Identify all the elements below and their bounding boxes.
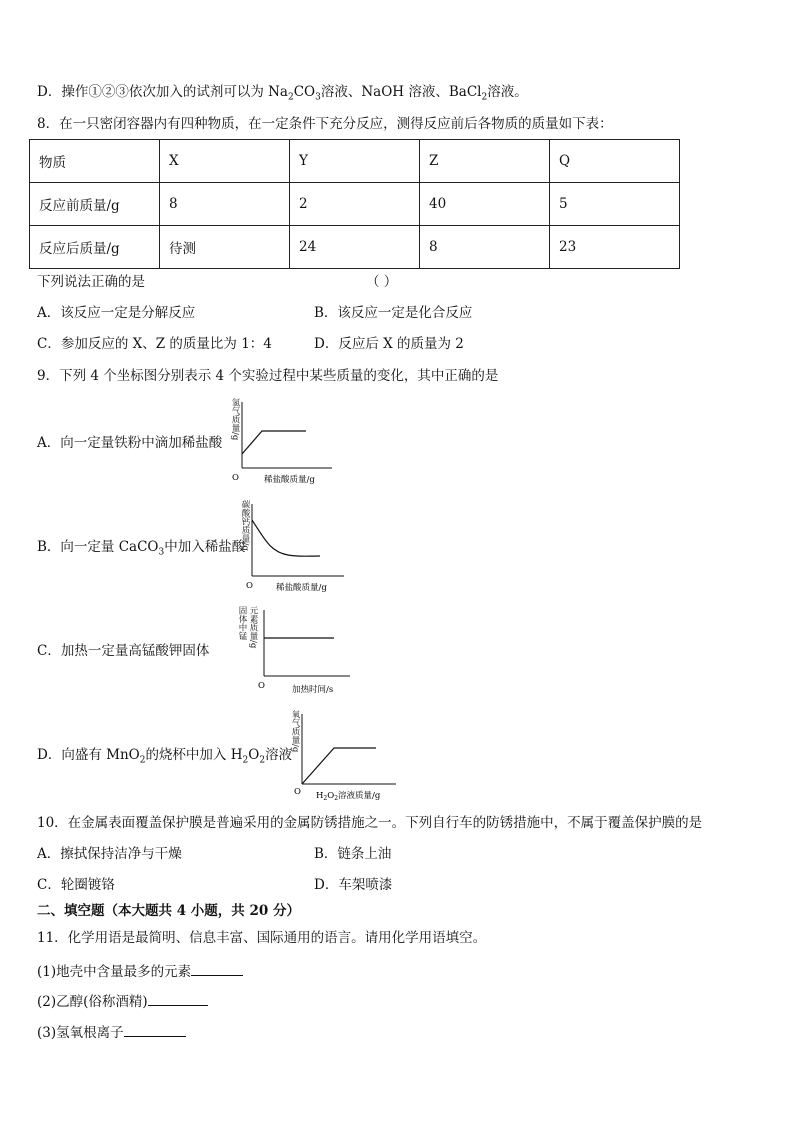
q8-option-d: D．反应后 X 的质量为 2 bbox=[314, 336, 464, 352]
origin-label: O bbox=[294, 787, 301, 797]
table-row bbox=[30, 226, 680, 269]
answer-blank[interactable] bbox=[191, 961, 243, 976]
subscript: 2 bbox=[259, 755, 266, 766]
q8-stem: 8．在一只密闭容器内有四种物质，在一定条件下充分反应，测得反应前后各物质的质量如下表： bbox=[37, 116, 613, 132]
data-curve bbox=[252, 520, 320, 556]
q9-option-d bbox=[37, 746, 292, 770]
subscript: 2 bbox=[481, 92, 488, 103]
x-axis-label-part: 溶液质量/g bbox=[338, 791, 381, 801]
subscript: 2 bbox=[287, 92, 294, 103]
q9-graph-b bbox=[238, 498, 368, 596]
subscript: 2 bbox=[139, 755, 146, 766]
q7-option-d-text: CO bbox=[293, 84, 316, 100]
table-cell: 24 bbox=[290, 226, 420, 269]
q11-item-text: (2)乙醇(俗称酒精) bbox=[37, 994, 148, 1010]
y-axis-label: 固体中锰 bbox=[237, 606, 247, 640]
q7-option-d-text: 溶液。 bbox=[487, 84, 528, 100]
x-axis-label-part: H bbox=[316, 791, 324, 801]
subscript: 2 bbox=[242, 755, 249, 766]
q9-option-b bbox=[37, 538, 245, 562]
q9-option-c: C．加热一定量高锰酸钾固体 bbox=[37, 643, 210, 659]
q11-item-text: (1)地壳中含量最多的元素 bbox=[37, 964, 192, 980]
table-cell: 23 bbox=[550, 226, 680, 269]
table-cell: 反应前质量/g bbox=[30, 183, 160, 226]
q9-graph-b-svg bbox=[238, 498, 368, 596]
q11-item-2 bbox=[37, 991, 208, 1011]
q9-graph-a bbox=[228, 396, 358, 488]
table-row bbox=[30, 183, 680, 226]
table-header-row bbox=[30, 140, 680, 183]
x-axis-label bbox=[316, 790, 381, 802]
q11-item-3 bbox=[37, 1022, 186, 1042]
q9-option-b-text: 中加入稀盐酸 bbox=[164, 539, 246, 555]
q9-option-d-text: 的烧杯中加入 H bbox=[145, 747, 243, 763]
table-cell: Q bbox=[550, 140, 680, 183]
data-curve bbox=[242, 431, 306, 454]
q8-option-a: A．该反应一定是分解反应 bbox=[37, 305, 196, 321]
q10-option-b: B．链条上油 bbox=[314, 846, 392, 862]
section-2-title: 二、填空题（本大题共 4 小题，共 20 分） bbox=[37, 903, 300, 919]
y-axis-label: 氧气质量/g bbox=[290, 710, 300, 753]
q11-item-text: (3)氢氧根离子 bbox=[37, 1025, 124, 1041]
table-cell: X bbox=[160, 140, 290, 183]
table-cell: 待测 bbox=[160, 226, 290, 269]
q9-stem: 9．下列 4 个坐标图分别表示 4 个实验过程中某些质量的变化，其中正确的是 bbox=[37, 368, 499, 384]
q11-stem: 11．化学用语是最简明、信息丰富、国际通用的语言。请用化学用语填空。 bbox=[37, 930, 487, 946]
subscript: 3 bbox=[158, 547, 165, 558]
q9-graph-c bbox=[234, 604, 364, 696]
x-axis-label-part: O bbox=[327, 791, 335, 801]
q10-stem: 10．在金属表面覆盖保护膜是普遍采用的金属防锈措施之一。下列自行车的防锈措施中，不属于覆盖保护膜的是 bbox=[37, 815, 703, 831]
y-axis-label: 元素质量/g bbox=[248, 606, 258, 649]
table-cell: 40 bbox=[420, 183, 550, 226]
x-axis-label: 加热时间/s bbox=[292, 685, 334, 695]
table-cell: 8 bbox=[420, 226, 550, 269]
q9-graph-d-svg bbox=[286, 708, 406, 802]
q9-graph-d bbox=[286, 708, 406, 802]
x-axis-label: 稀盐酸质量/g bbox=[264, 475, 315, 485]
q9-option-a: A．向一定量铁粉中滴加稀盐酸 bbox=[37, 435, 223, 451]
answer-blank[interactable] bbox=[124, 1022, 186, 1037]
q11-item-1 bbox=[37, 961, 243, 981]
q8-question: 下列说法正确的是 bbox=[37, 274, 145, 290]
q9-graph-a-svg bbox=[228, 396, 358, 488]
q10-option-c: C．轮圈镀铬 bbox=[37, 877, 115, 893]
table-cell: 8 bbox=[160, 183, 290, 226]
table-cell: 物质 bbox=[30, 140, 160, 183]
subscript: 2 bbox=[323, 795, 328, 802]
q7-option-d bbox=[37, 83, 528, 107]
q8-option-c: C．参加反应的 X、Z 的质量比为 1：4 bbox=[37, 336, 272, 352]
table-cell: Y bbox=[290, 140, 420, 183]
q7-option-d-text: D．操作①②③依次加入的试剂可以为 Na bbox=[37, 84, 288, 100]
q10-option-a: A．擦拭保持洁净与干燥 bbox=[37, 846, 182, 862]
q8-mass-table bbox=[29, 139, 680, 269]
table-cell: 2 bbox=[290, 183, 420, 226]
q10-option-d: D．车架喷漆 bbox=[314, 877, 393, 893]
answer-blank[interactable] bbox=[148, 991, 208, 1006]
subscript: 2 bbox=[334, 795, 339, 802]
q9-option-d-text: O bbox=[248, 747, 260, 763]
y-axis-label: 碳酸钙质量/g bbox=[240, 500, 250, 551]
q7-option-d-text: 溶液、NaOH 溶液、BaCl bbox=[320, 84, 482, 100]
q9-option-d-text: 溶液 bbox=[265, 747, 293, 763]
origin-label: O bbox=[232, 473, 239, 483]
origin-label: O bbox=[246, 581, 253, 591]
q9-option-d-text: D．向盛有 MnO bbox=[37, 747, 140, 763]
x-axis-label: 稀盐酸质量/g bbox=[276, 583, 327, 593]
q8-answer-bracket: （ ） bbox=[366, 274, 398, 290]
y-axis-label: 氢气质量/g bbox=[230, 398, 240, 441]
table-cell: 5 bbox=[550, 183, 680, 226]
subscript: 3 bbox=[315, 92, 321, 103]
q9-option-b-text: B．向一定量 CaCO bbox=[37, 539, 159, 555]
q8-option-b: B．该反应一定是化合反应 bbox=[314, 305, 473, 321]
data-curve bbox=[302, 748, 376, 784]
table-cell: Z bbox=[420, 140, 550, 183]
table-cell: 反应后质量/g bbox=[30, 226, 160, 269]
origin-label: O bbox=[258, 681, 265, 691]
